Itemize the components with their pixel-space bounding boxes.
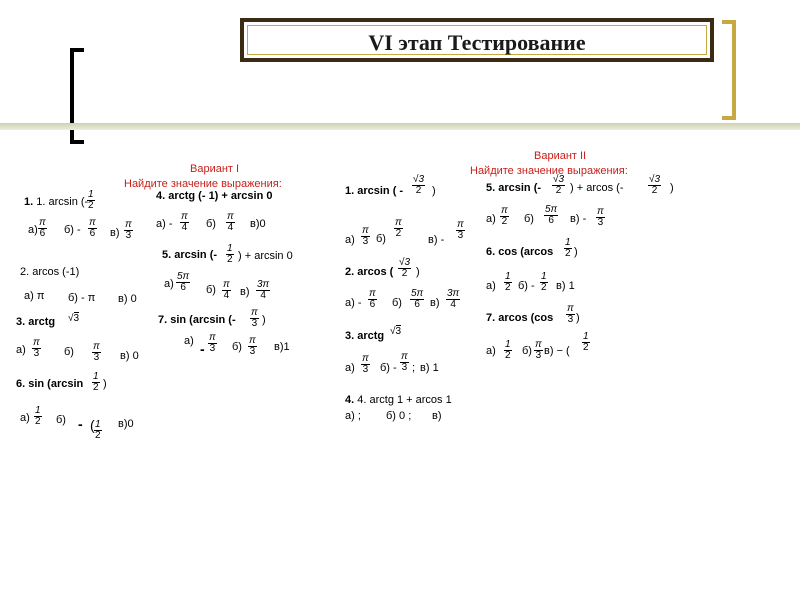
right-bracket-decoration xyxy=(722,20,736,120)
v1-q3-text xyxy=(16,316,55,329)
v2-q6-a-num: 1 xyxy=(505,271,511,282)
v1-q6-a-num: 1 xyxy=(35,405,41,416)
v2-q1-tail: ) xyxy=(432,185,436,197)
v2-q6-frac xyxy=(564,238,572,259)
v1-q7-tail: ) xyxy=(262,314,266,326)
v2-q1-frac xyxy=(412,175,425,196)
v2-q3-b[interactable]: б) - xyxy=(380,362,397,374)
v1-q4-a-den: 4 xyxy=(181,222,188,233)
v2-q6-frac-den: 2 xyxy=(565,248,571,259)
v1-q1-frac xyxy=(87,190,95,211)
v1-q5-c-num: 3π xyxy=(257,279,270,290)
v1-q5-frac-num: 1 xyxy=(227,243,233,254)
v2-q7-c-num: 1 xyxy=(583,331,589,342)
v2-q2-c[interactable]: в) xyxy=(430,297,440,309)
v2-q2-frac xyxy=(398,258,411,279)
v1-q1-frac-den: 2 xyxy=(88,200,94,211)
v1-q6-a-den: 2 xyxy=(35,416,41,427)
v1-q2-text: 2. arcos (-1) xyxy=(20,266,80,278)
v1-q7-frac-num: π xyxy=(251,307,258,318)
v1-q1-b[interactable]: б) - xyxy=(64,224,81,236)
v2-q6-b-frac xyxy=(540,272,548,293)
v2-q6-c[interactable]: в) 1 xyxy=(556,280,575,292)
v2-q7-a[interactable]: а) xyxy=(486,345,496,357)
v2-q7-frac xyxy=(566,304,575,325)
v2-q5-b-den: 6 xyxy=(548,215,554,226)
v1-q3-a-num: π xyxy=(33,337,40,348)
v2-q2-a-frac xyxy=(368,289,377,310)
v2-q6-label: 6. cos (arcos xyxy=(486,246,554,258)
v1-q7-frac xyxy=(250,308,259,329)
v1-q1-a-den: 6 xyxy=(39,228,46,239)
v1-q6-b-minus: - xyxy=(78,416,83,432)
v2-q2-b-den: 6 xyxy=(414,299,420,310)
v1-q5-label: 5. arcsin (- xyxy=(162,249,218,261)
v2-q5-frac1-num: √3 xyxy=(553,174,565,185)
v1-q1-b-num: π xyxy=(89,217,96,228)
v1-q1-a[interactable]: а) xyxy=(28,224,38,236)
v2-q1-a-den: 3 xyxy=(362,236,369,247)
v1-q1-c-frac xyxy=(124,220,133,241)
v2-q5-c[interactable]: в) - xyxy=(570,213,587,225)
v2-q5-a-frac xyxy=(500,206,509,227)
v2-q3-radicand: 3 xyxy=(395,326,402,337)
v1-q3-a[interactable]: а) xyxy=(16,344,26,356)
v2-q5-a-num: π xyxy=(501,205,508,216)
v2-q4-a[interactable]: а) ; xyxy=(345,410,361,422)
v2-q2-text xyxy=(345,266,393,279)
v1-q1-c-den: 3 xyxy=(125,230,132,241)
v2-q3-a[interactable]: а) xyxy=(345,362,355,374)
v1-q7-b-num: π xyxy=(249,335,256,346)
v2-q5-frac2-num: √3 xyxy=(649,174,661,185)
v1-q1-b-frac xyxy=(88,218,97,239)
v1-q5-frac-den: 2 xyxy=(227,254,233,265)
v2-q5-label: 5. arcsin (- xyxy=(486,182,542,194)
v2-q7-c-den: 2 xyxy=(583,342,589,353)
v2-q5-a-den: 2 xyxy=(501,216,508,227)
v1-q6-text xyxy=(16,378,83,391)
v2-q6-b[interactable]: б) - xyxy=(518,280,535,292)
v2-q2-c-den: 4 xyxy=(450,299,456,310)
v2-q1-c[interactable]: в) - xyxy=(428,234,445,246)
v2-q1-b-num: π xyxy=(395,217,402,228)
v2-q1-b-frac xyxy=(394,218,403,239)
v2-q1-b[interactable]: б) xyxy=(376,233,386,245)
v1-q7-b[interactable]: б) xyxy=(232,341,242,353)
v2-q1-c-frac xyxy=(456,220,465,241)
variant2-subheader: Найдите значение выражения: xyxy=(470,165,628,177)
v1-q3-radical: √3 xyxy=(68,313,80,324)
v1-q3-c[interactable]: в) 0 xyxy=(120,350,139,362)
v1-q4-b-num: π xyxy=(227,211,234,222)
v2-q4-label: 4. arctg 1 + arcos 1 xyxy=(357,394,452,406)
v1-q5-c[interactable]: в) xyxy=(240,286,250,298)
v1-q4-text xyxy=(156,190,272,203)
v1-q4-b-den: 4 xyxy=(227,222,234,233)
v1-q6-a-frac xyxy=(34,406,42,427)
v2-q6-a-den: 2 xyxy=(505,282,511,293)
v2-q3-a-num: π xyxy=(362,353,369,364)
v2-q2-radicand: 3 xyxy=(404,257,411,268)
v2-q7-frac-num: π xyxy=(567,303,574,314)
v1-q7-frac-den: 3 xyxy=(251,318,258,329)
v2-q7-text xyxy=(486,312,553,325)
v1-q5-a-num: 5π xyxy=(177,271,190,282)
v1-q5-b-num: π xyxy=(223,279,230,290)
v2-q2-label: 2. arcos ( xyxy=(345,266,394,278)
v1-q6-c[interactable]: в)0 xyxy=(118,418,134,430)
v1-q6-frac-num: 1 xyxy=(93,371,99,382)
v1-q4-a-frac xyxy=(180,212,189,233)
v2-q7-a-den: 2 xyxy=(505,350,511,361)
v2-q1-frac-den: 2 xyxy=(415,185,422,196)
v2-q7-b-num: π xyxy=(535,339,542,350)
v1-q4-b[interactable]: б) xyxy=(206,218,216,230)
v1-q1-frac-num: 1 xyxy=(88,189,94,200)
v2-q7-c[interactable]: в) − ( xyxy=(544,345,570,357)
v1-q7-b-den: 3 xyxy=(249,346,256,357)
v2-q7-c-frac xyxy=(582,332,590,353)
v1-q4-a[interactable]: а) - xyxy=(156,218,173,230)
v2-q7-b-den: 3 xyxy=(535,350,542,361)
v2-q5-c-frac xyxy=(596,207,605,228)
variant1-subheader: Найдите значение выражения: xyxy=(124,178,282,190)
v2-q5-radicand1: 3 xyxy=(558,174,565,185)
v2-q6-b-num: 1 xyxy=(541,271,547,282)
v2-q4-b[interactable]: б) 0 ; xyxy=(386,410,412,422)
v2-q1-radicand: 3 xyxy=(418,174,425,185)
v1-q7-a-minus: - xyxy=(200,341,205,357)
v1-q5-a-frac xyxy=(176,272,190,293)
v2-q3-c[interactable]: в) 1 xyxy=(420,362,439,374)
v2-q1-a[interactable]: а) xyxy=(345,234,355,246)
v2-q1-c-den: 3 xyxy=(457,230,464,241)
v1-q6-tail: ) xyxy=(103,378,107,390)
v1-q7-a-frac xyxy=(208,333,217,354)
v2-q5-radicand2: 3 xyxy=(654,174,661,185)
v1-q1-text: 1. 1. arcsin (- xyxy=(24,196,89,208)
v2-q5-b[interactable]: б) xyxy=(524,213,534,225)
v2-q5-a[interactable]: а) xyxy=(486,213,496,225)
v2-q5-c-den: 3 xyxy=(597,217,604,228)
v1-q6-label: 6. sin (arcsin xyxy=(16,378,84,390)
v2-q7-label: 7. arcos (cos xyxy=(486,312,554,324)
title-box xyxy=(240,18,714,62)
v2-q2-frac-den: 2 xyxy=(401,268,408,279)
v2-q1-frac-num: √3 xyxy=(413,174,425,185)
v2-q4-text: 4. 4. arctg 1 + arcos 1 xyxy=(345,394,452,406)
v1-q3-a-den: 3 xyxy=(33,348,40,359)
v2-q2-a[interactable]: а) - xyxy=(345,297,362,309)
variant2-header: Вариант II xyxy=(534,150,587,162)
v1-q5-frac xyxy=(226,244,234,265)
v1-q6-a[interactable]: а) xyxy=(20,412,30,424)
v1-q1-a-frac xyxy=(38,218,47,239)
v2-q3-b-num: π xyxy=(401,351,408,362)
v1-q4-a-num: π xyxy=(181,211,188,222)
page-title: VI этап Тестирование xyxy=(368,30,586,55)
v1-q5-a-den: 6 xyxy=(180,282,186,293)
v1-q1-c[interactable]: в) xyxy=(110,227,120,239)
v1-q1-c-num: π xyxy=(125,219,132,230)
v2-q1-a-num: π xyxy=(362,225,369,236)
v2-q6-b-den: 2 xyxy=(541,282,547,293)
v1-q1-b-den: 6 xyxy=(89,228,96,239)
v1-q5-c-den: 4 xyxy=(260,290,266,301)
v1-q7-b-frac xyxy=(248,336,257,357)
v2-q6-a-frac xyxy=(504,272,512,293)
v2-q5-frac2 xyxy=(648,175,661,196)
v2-q3-b-den: 3 xyxy=(401,362,408,373)
v2-q2-c-num: 3π xyxy=(447,288,460,299)
v1-q5-a[interactable]: а) xyxy=(164,278,174,290)
v1-q2-c[interactable]: в) 0 xyxy=(118,293,137,305)
v1-q7-c[interactable]: в)1 xyxy=(274,341,290,353)
v1-q3-b-frac xyxy=(92,342,101,363)
v1-q6-b-paren: ( xyxy=(90,417,95,433)
v1-q3-b[interactable]: б) xyxy=(64,346,74,358)
v1-q5-b-den: 4 xyxy=(223,290,230,301)
v2-q6-text xyxy=(486,246,553,259)
v2-q3-b-tail: ; xyxy=(412,362,416,374)
v1-q3-label: 3. arctg xyxy=(16,316,56,328)
divider-line xyxy=(0,123,800,130)
v2-q5-mid: ) + arcos (- xyxy=(570,182,624,194)
v2-q2-tail: ) xyxy=(416,266,420,278)
v2-q5-b-num: 5π xyxy=(545,204,558,215)
v1-q7-a[interactable]: а) xyxy=(184,335,194,347)
v1-q7-a-num: π xyxy=(209,332,216,343)
v2-q3-a-den: 3 xyxy=(362,364,369,375)
v2-q1-text xyxy=(345,185,403,198)
v2-q1-c-num: π xyxy=(457,219,464,230)
v1-q6-frac-den: 2 xyxy=(93,382,99,393)
v1-q3-b-num: π xyxy=(93,341,100,352)
v1-q5-b-frac xyxy=(222,280,231,301)
variant1-header: Вариант I xyxy=(190,163,240,175)
v2-q2-frac-num: √3 xyxy=(399,257,411,268)
v2-q2-c-frac xyxy=(446,289,460,310)
v2-q7-tail: ) xyxy=(576,312,580,324)
v2-q4-c[interactable]: в) xyxy=(432,410,442,422)
v1-q1-a-num: π xyxy=(39,217,46,228)
v2-q6-a[interactable]: а) xyxy=(486,280,496,292)
v1-q2-b[interactable]: б) - π xyxy=(68,292,96,304)
v2-q3-a-frac xyxy=(361,354,370,375)
v2-q2-a-num: π xyxy=(369,288,376,299)
v1-q5-text xyxy=(162,249,217,262)
v2-q5-text xyxy=(486,182,541,195)
v2-q6-frac-num: 1 xyxy=(565,237,571,248)
v1-q2-a[interactable]: а) π xyxy=(24,290,45,302)
v2-q6-tail: ) xyxy=(574,246,578,258)
v1-q4-c[interactable]: в)0 xyxy=(250,218,266,230)
v2-q3-label: 3. arctg xyxy=(345,330,385,342)
v1-q6-frac xyxy=(92,372,100,393)
v2-q2-a-den: 6 xyxy=(369,299,376,310)
v1-q7-label: 7. sin (arcsin (- xyxy=(158,314,236,326)
v2-q1-a-frac xyxy=(361,226,370,247)
v1-q3-a-frac xyxy=(32,338,41,359)
v2-q7-b-frac xyxy=(534,340,543,361)
v2-q5-tail: ) xyxy=(670,182,674,194)
v1-q7-text xyxy=(158,314,236,327)
v2-q1-b-den: 2 xyxy=(395,228,402,239)
v1-q6-b-frac xyxy=(94,420,102,441)
v1-q4-label: 4. arctg (- 1) + arcsin 0 xyxy=(156,190,273,202)
v2-q7-frac-den: 3 xyxy=(567,314,574,325)
v2-q5-frac1 xyxy=(552,175,565,196)
v2-q5-frac2-den: 2 xyxy=(651,185,658,196)
v2-q3-text xyxy=(345,330,384,343)
v2-q5-c-num: π xyxy=(597,206,604,217)
v1-q3-radicand: 3 xyxy=(73,313,80,324)
v1-q5-c-frac xyxy=(256,280,270,301)
v1-q3-b-den: 3 xyxy=(93,352,100,363)
v1-q6-b[interactable]: б) xyxy=(56,414,66,426)
v1-q5-tail: ) + arcsin 0 xyxy=(238,250,293,262)
v2-q5-b-frac xyxy=(544,205,558,226)
v2-q1-label: 1. arcsin ( - xyxy=(345,185,404,197)
v2-q7-a-frac xyxy=(504,340,512,361)
v1-q7-a-den: 3 xyxy=(209,343,216,354)
v1-q4-b-frac xyxy=(226,212,235,233)
v2-q2-b-num: 5π xyxy=(411,288,424,299)
v2-q3-radical: √3 xyxy=(390,326,402,337)
v1-q5-b[interactable]: б) xyxy=(206,284,216,296)
v2-q2-b[interactable]: б) xyxy=(392,297,402,309)
v1-q1-label: 1. arcsin (- xyxy=(36,196,89,208)
v2-q3-b-frac xyxy=(400,352,409,373)
v2-q7-a-num: 1 xyxy=(505,339,511,350)
v1-q6-b-num: 1 xyxy=(95,419,101,430)
v2-q2-b-frac xyxy=(410,289,424,310)
v2-q7-b[interactable]: б) xyxy=(522,345,532,357)
v1-q6-b-den: 2 xyxy=(95,430,101,441)
v2-q5-frac1-den: 2 xyxy=(555,185,562,196)
